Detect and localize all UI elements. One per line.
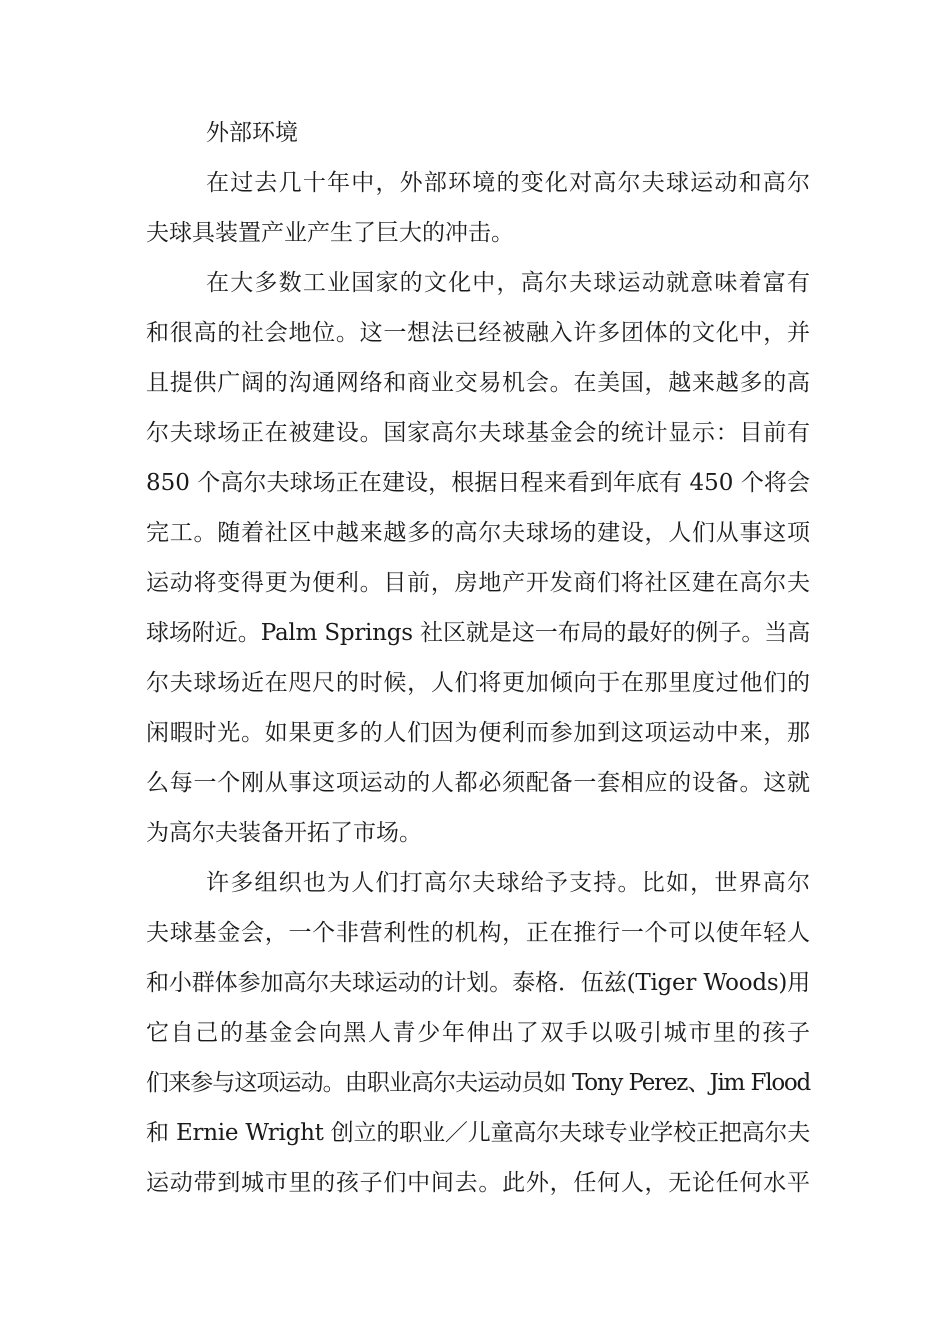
paragraph-line: 闲暇时光。如果更多的人们因为便利而参加到这项运动中来，那 <box>146 720 810 746</box>
paragraph-line: 运动将变得更为便利。目前，房地产开发商们将社区建在高尔夫 <box>146 570 810 596</box>
paragraph-1 <box>146 158 810 258</box>
paragraph-line: 在大多数工业国家的文化中，高尔夫球运动就意味着富有 <box>206 270 810 296</box>
paragraph-line: 且提供广阔的沟通网络和商业交易机会。在美国，越来越多的高 <box>146 370 810 396</box>
paragraph-line: 在过去几十年中，外部环境的变化对高尔夫球运动和高尔 <box>206 170 810 196</box>
paragraph-line: 和小群体参加高尔夫球运动的计划。泰格．伍兹(Tiger Woods)用 <box>146 970 810 996</box>
paragraph-line: 夫球基金会，一个非营利性的机构，正在推行一个可以使年轻人 <box>146 920 810 946</box>
paragraph-line: 球场附近。Palm Springs 社区就是这一布局的最好的例子。当高 <box>146 620 810 646</box>
paragraph-line: 们来参与这项运动。由职业高尔夫运动员如 Tony Perez、Jim Flood <box>146 1070 810 1096</box>
paragraph-line: 么每一个刚从事这项运动的人都必须配备一套相应的设备。这就 <box>146 770 810 796</box>
paragraph-line: 完工。随着社区中越来越多的高尔夫球场的建设，人们从事这项 <box>146 520 810 546</box>
paragraph-3 <box>146 858 810 1208</box>
paragraph-line: 为高尔夫装备开拓了市场。 <box>146 820 422 846</box>
paragraph-line: 850 个高尔夫球场正在建设，根据日程来看到年底有 450 个将会 <box>146 470 810 496</box>
paragraph-line: 许多组织也为人们打高尔夫球给予支持。比如，世界高尔 <box>206 870 810 896</box>
paragraph-line: 和 Ernie Wright 创立的职业／儿童高尔夫球专业学校正把高尔夫 <box>146 1120 810 1146</box>
document-page <box>146 108 810 1208</box>
paragraph-line: 尔夫球场正在被建设。国家高尔夫球基金会的统计显示：目前有 <box>146 420 810 446</box>
paragraph-line: 和很高的社会地位。这一想法已经被融入许多团体的文化中，并 <box>146 320 810 346</box>
paragraph-line: 运动带到城市里的孩子们中间去。此外，任何人，无论任何水平 <box>146 1170 810 1196</box>
paragraph-2 <box>146 258 810 858</box>
paragraph-line: 夫球具装置产业产生了巨大的冲击。 <box>146 220 514 246</box>
paragraph-line: 尔夫球场近在咫尺的时候，人们将更加倾向于在那里度过他们的 <box>146 670 810 696</box>
section-heading: 外部环境 <box>206 120 298 146</box>
paragraph-line: 它自己的基金会向黑人青少年伸出了双手以吸引城市里的孩子 <box>146 1020 810 1046</box>
